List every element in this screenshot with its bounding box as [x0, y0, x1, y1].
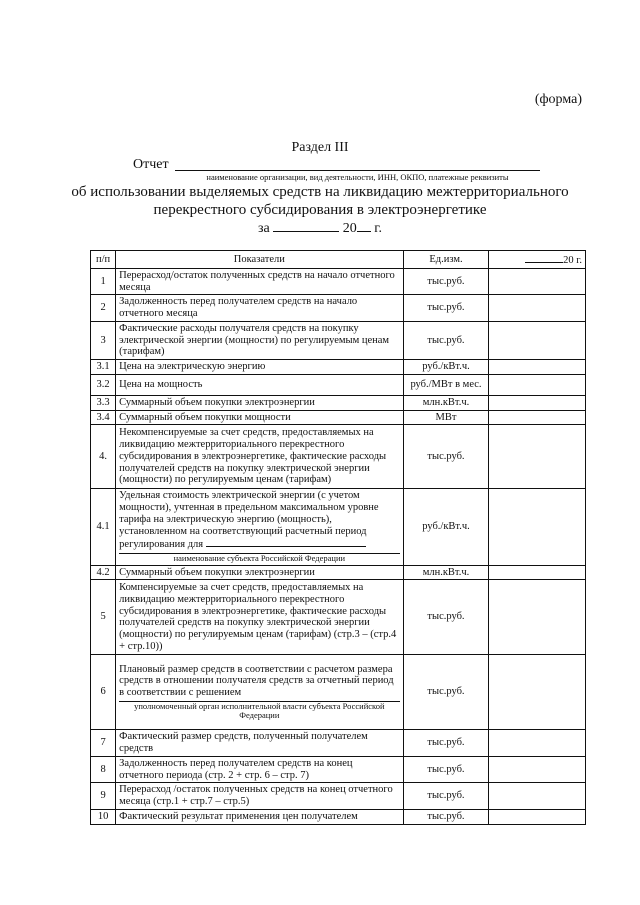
table-row — [91, 295, 586, 322]
row-indicator — [116, 360, 403, 375]
organization-blank-line[interactable] — [175, 170, 540, 171]
row-value-cell[interactable] — [489, 655, 586, 730]
row-unit: тыс.руб. — [403, 425, 489, 489]
row-number: 9 — [91, 783, 116, 810]
row-unit: тыс.руб. — [403, 321, 489, 359]
report-table — [90, 250, 586, 825]
row-number: 3.2 — [91, 374, 116, 395]
row-unit: тыс.руб. — [403, 756, 489, 783]
row-unit: руб./кВт.ч. — [403, 489, 489, 565]
row-sub-caption: уполномоченный орган исполнительной власти субъекта Российской Федерации — [119, 701, 399, 721]
row-unit: тыс.руб. — [403, 655, 489, 730]
row-indicator — [116, 374, 403, 395]
header-year — [489, 251, 586, 269]
row-value-cell[interactable] — [489, 410, 586, 425]
row-number: 4.1 — [91, 489, 116, 565]
organization-caption: наименование организации, вид деятельности, ИНН, ОКПО, платежные реквизиты — [206, 172, 509, 182]
row-indicator-text: Суммарный объем покупки электроэнергии — [119, 566, 315, 578]
row-value-cell[interactable] — [489, 295, 586, 322]
row-indicator — [116, 410, 403, 425]
period-blank[interactable] — [273, 219, 339, 232]
row-unit: МВт — [403, 410, 489, 425]
row-number: 1 — [91, 268, 116, 295]
table-row — [91, 321, 586, 359]
row-indicator — [116, 655, 403, 730]
row-indicator-text: Некомпенсируемые за счет средств, предоставляемых на ликвидацию межтерриториального перекрестного субсидирования в электроэнергетике, фактические расходы получателей средств на покупку электрической энергии (мощности) по регулируемым ценам (тарифам) — [119, 427, 387, 486]
row-indicator — [116, 809, 403, 824]
row-indicator — [116, 268, 403, 295]
row-number: 3.3 — [91, 395, 116, 410]
row-sub-caption: наименование субъекта Российской Федерации — [119, 553, 399, 564]
row-indicator-text: Задолженность перед получателем средств на конец отчетного периода (стр. 2 + стр. 6 – стр. 7) — [119, 757, 353, 781]
table-row — [91, 655, 586, 730]
row-indicator — [116, 395, 403, 410]
row-value-cell[interactable] — [489, 374, 586, 395]
period-prefix: за — [258, 221, 270, 236]
row-indicator-text: Компенсируемые за счет средств, предоставляемых на ликвидацию межтерриториального перекрестного субсидирования в электроэнергетике, фактические расходы получателей средств на покупку электрической энергии (мощности) по регулируемым ценам (тарифам) (стр.3 – (стр.4 + стр.10)) — [119, 582, 397, 652]
row-indicator — [116, 295, 403, 322]
period-line — [0, 219, 640, 237]
table-row — [91, 395, 586, 410]
row-number: 3 — [91, 321, 116, 359]
section-title: Раздел III — [291, 140, 349, 155]
row-value-cell[interactable] — [489, 756, 586, 783]
header-indicators: Показатели — [116, 251, 403, 269]
period-year-blank[interactable] — [357, 219, 371, 232]
row-value-cell[interactable] — [489, 321, 586, 359]
header-year-blank — [525, 252, 563, 263]
row-value-cell[interactable] — [489, 395, 586, 410]
row-indicator-text: Удельная стоимость электрической энергии (с учетом мощности), учтенная в предельном максимальном уровне тарифа на электрическую энергию (мощность), установленном на соответствующий расчетный период регулирования для — [119, 490, 379, 551]
row-value-cell[interactable] — [489, 809, 586, 824]
table-row — [91, 374, 586, 395]
period-suffix: г. — [374, 221, 382, 236]
row-value-cell[interactable] — [489, 730, 586, 757]
row-value-cell[interactable] — [489, 425, 586, 489]
header-year-suffix: г. — [576, 255, 582, 266]
row-indicator-text: Перерасход /остаток полученных средств на конец отчетного месяца (стр.1 + стр.7 – стр.5) — [119, 784, 393, 808]
row-indicator-text: Суммарный объем покупки электроэнергии — [119, 396, 315, 408]
row-indicator — [116, 783, 403, 810]
row-unit: тыс.руб. — [403, 783, 489, 810]
table-row — [91, 268, 586, 295]
row-number: 5 — [91, 580, 116, 655]
row-unit: тыс.руб. — [403, 809, 489, 824]
row-indicator-text: Плановый размер средств в соответствии с расчетом размера средств в отношении получателя средств за отчетный период в соответствии с решением — [119, 663, 394, 699]
subject-blank-line[interactable] — [206, 537, 366, 547]
table-row — [91, 809, 586, 824]
subtitle-line-1: об использовании выделяемых средств на ликвидацию межтерриториального — [71, 184, 569, 200]
row-value-cell[interactable] — [489, 783, 586, 810]
row-unit: тыс.руб. — [403, 268, 489, 295]
row-indicator — [116, 425, 403, 489]
row-indicator — [116, 756, 403, 783]
row-indicator-text: Перерасход/остаток полученных средств на начало отчетного месяца — [119, 269, 395, 293]
row-indicator-text: Цена на электрическую энергию — [119, 361, 266, 372]
row-indicator-text: Фактический результат применения цен получателем — [119, 810, 358, 822]
header-year-number: 20 — [563, 255, 574, 266]
table-row — [91, 565, 586, 580]
subtitle-line-2: перекрестного субсидирования в электроэнергетике — [153, 202, 487, 218]
row-unit: руб./кВт.ч. — [403, 360, 489, 375]
period-year: 20 — [342, 221, 357, 236]
row-number: 8 — [91, 756, 116, 783]
row-value-cell[interactable] — [489, 580, 586, 655]
row-indicator-text: Суммарный объем покупки мощности — [119, 411, 291, 423]
row-unit: млн.кВт.ч. — [403, 565, 489, 580]
header-unit: Ед.изм. — [403, 251, 489, 269]
row-number: 3.1 — [91, 360, 116, 375]
row-indicator — [116, 489, 403, 565]
row-value-cell[interactable] — [489, 360, 586, 375]
row-indicator-text: Задолженность перед получателем средств на начало отчетного месяца — [119, 296, 358, 319]
table-row — [91, 783, 586, 810]
row-unit: тыс.руб. — [403, 730, 489, 757]
row-indicator-text: Фактические расходы получателя средств на покупку электрической энергии (мощности) по регулируемым ценам (тарифам) — [119, 322, 390, 358]
row-unit: руб./МВт в мес. — [403, 374, 489, 395]
row-number: 2 — [91, 295, 116, 322]
row-indicator — [116, 580, 403, 655]
table-row — [91, 360, 586, 375]
row-indicator — [116, 730, 403, 757]
row-unit: тыс.руб. — [403, 580, 489, 655]
report-label: Отчет — [133, 157, 169, 172]
header-number: п/п — [91, 251, 116, 269]
row-indicator — [116, 565, 403, 580]
row-indicator — [116, 321, 403, 359]
table-row — [91, 489, 586, 565]
row-number: 6 — [91, 655, 116, 730]
row-value-cell[interactable] — [489, 489, 586, 565]
table-row — [91, 580, 586, 655]
row-indicator-text: Фактический размер средств, полученный получателем средств — [119, 731, 368, 755]
row-number: 3.4 — [91, 410, 116, 425]
table-row — [91, 425, 586, 489]
row-value-cell[interactable] — [489, 268, 586, 295]
row-value-cell[interactable] — [489, 565, 586, 580]
row-number: 4.2 — [91, 565, 116, 580]
row-number: 7 — [91, 730, 116, 757]
row-unit: тыс.руб. — [403, 295, 489, 322]
row-unit: млн.кВт.ч. — [403, 395, 489, 410]
table-row — [91, 730, 586, 757]
row-indicator-text: Цена на мощность — [119, 378, 203, 390]
row-number: 4. — [91, 425, 116, 489]
row-number: 10 — [91, 809, 116, 824]
table-header-row — [91, 251, 586, 269]
table-row — [91, 756, 586, 783]
table-row — [91, 410, 586, 425]
form-label: (форма) — [534, 92, 582, 107]
